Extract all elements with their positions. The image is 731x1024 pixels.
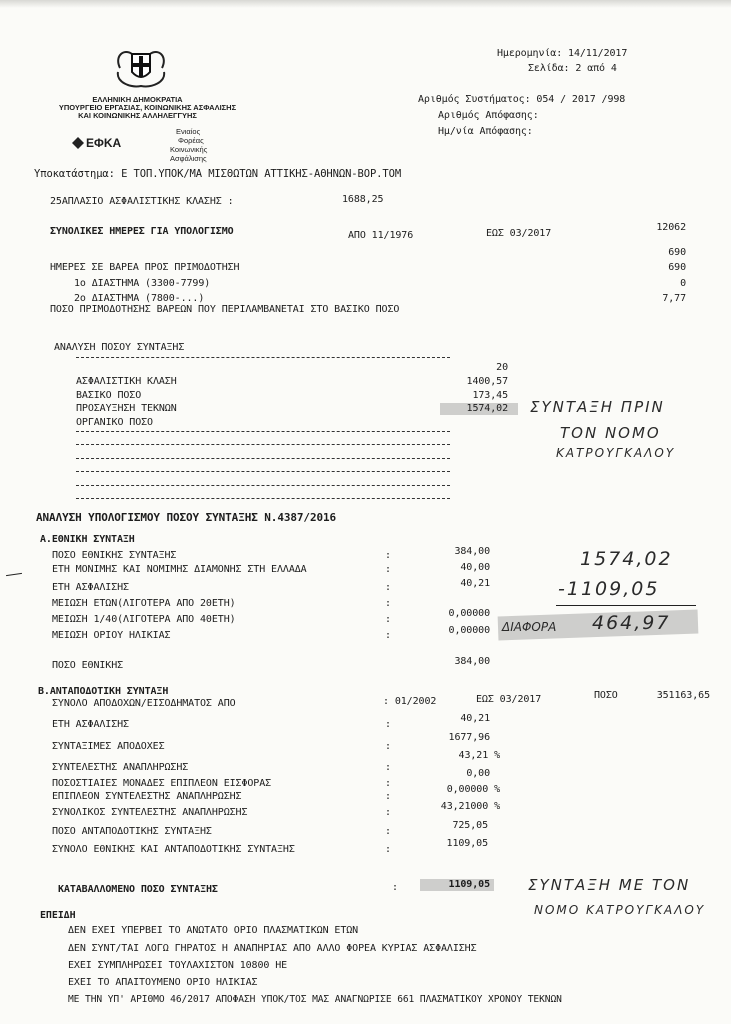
header-decision-number: Αριθμός Απόφασης: — [438, 110, 539, 121]
contrib-row-label: ΠΟΣΟΣΤΙΑΙΕΣ ΜΟΝΑΔΕΣ ΕΠΙΠΛΕΟΝ ΕΙΣΦΟΡΑΣ — [52, 778, 272, 789]
national-row-colon: : — [385, 582, 391, 593]
dash-mark — [6, 573, 22, 576]
contrib-row-colon: : — [385, 791, 391, 802]
handwritten-after-2: ΝΟΜΟ ΚΑΤΡΟΥΓΚΑΛΟΥ — [534, 903, 706, 917]
efka-sub-2: Φορέας — [178, 136, 204, 145]
calc-title: ΑΝΑΛΥΣΗ ΥΠΟΛΟΓΙΣΜΟΥ ΠΟΣΟΥ ΣΥΝΤΑΞΗΣ Ν.4387/2016 — [36, 511, 337, 524]
scan-edge — [0, 0, 731, 8]
analysis-row-label: ΠΡΟΣΑΥΞΗΣΗ ΤΕΚΝΩΝ — [76, 403, 177, 414]
handwritten-sum-1: 1574,02 — [580, 548, 673, 570]
total-days-from: ΑΠΟ 11/1976 — [348, 230, 414, 241]
national-row-value: 40,00 — [460, 562, 490, 573]
paid-colon: : — [392, 882, 398, 893]
heavy-row-value: 7,77 — [662, 293, 686, 304]
divider — [76, 498, 450, 499]
handwritten-before-2: ΤΟΝ ΝΟΜΟ — [560, 424, 661, 442]
header-system-number: Αριθμός Συστήματος: 054 / 2017 /998 — [418, 94, 626, 105]
org-line-2: ΥΠΟΥΡΓΕΙΟ ΕΡΓΑΣΙΑΣ, ΚΟΙΝΩΝΙΚΗΣ ΑΣΦΑΛΙΣΗΣ — [58, 103, 237, 112]
national-row-value: 40,21 — [460, 578, 490, 589]
contrib-row-value: 40,21 — [460, 713, 490, 724]
because-line: ΔΕΝ ΕΧΕΙ ΥΠΕΡΒΕΙ ΤΟ ΑΝΩΤΑΤΟ ΟΡΙΟ ΠΛΑΣΜΑΤΙΚΩΝ ΕΤΩΝ — [68, 925, 359, 936]
heavy-row-label: ΠΟΣΟ ΠΡΙΜΟΔΟΤΗΣΗΣ ΒΑΡΕΩΝ ΠΟΥ ΠΕΡΙΛΑΜΒΑΝΕΤΑΙ ΣΤΟ ΒΑΣΙΚΟ ΠΟΣΟ — [50, 304, 400, 315]
handwritten-sum-2: -1109,05 — [558, 578, 660, 600]
contrib-amount-value: 351163,65 — [656, 690, 710, 701]
national-row-label: ΜΕΙΩΣΗ 1/40(ΛΙΓΟΤΕΡΑ ΑΠΟ 40ΕΤΗ) — [52, 614, 236, 625]
contrib-row-colon: : — [385, 762, 391, 773]
contrib-row-label: ΕΤΗ ΑΣΦΑΛΙΣΗΣ — [52, 719, 129, 730]
contrib-period-from: : 01/2002 — [383, 696, 437, 707]
paid-value: 1109,05 — [420, 879, 494, 891]
because-line: ΕΧΕΙ ΤΟ ΑΠΑΙΤΟΥΜΕΝΟ ΟΡΙΟ ΗΛΙΚΙΑΣ — [68, 977, 258, 988]
national-total-label: ΠΟΣΟ ΕΘΝΙΚΗΣ — [52, 660, 124, 671]
contrib-row-value: 0,00 — [466, 768, 490, 779]
contrib-row-label: ΠΟΣΟ ΑΝΤΑΠΟΔΟΤΙΚΗΣ ΣΥΝΤΑΞΗΣ — [52, 826, 212, 837]
contrib-amount-label: ΠΟΣΟ — [594, 690, 618, 701]
national-row-colon: : — [385, 564, 391, 575]
efka-mark-icon — [72, 137, 84, 149]
national-row-colon: : — [385, 614, 391, 625]
because-title: ΕΠΕΙΔΗ — [40, 910, 76, 921]
national-row-label: ΠΟΣΟ ΕΘΝΙΚΗΣ ΣΥΝΤΑΞΗΣ — [52, 550, 177, 561]
paid-label: ΚΑΤΑΒΑΛΛΟΜΕΝΟ ΠΟΣΟ ΣΥΝΤΑΞΗΣ — [58, 884, 218, 895]
divider — [76, 458, 450, 459]
contrib-title: Β.ΑΝΤΑΠΟΔΟΤΙΚΗ ΣΥΝΤΑΞΗ — [38, 686, 169, 697]
handwritten-before-1: ΣΥΝΤΑΞΗ ΠΡΙΝ — [530, 398, 665, 416]
analysis-row-label: ΟΡΓΑΝΙΚΟ ΠΟΣΟ — [76, 417, 153, 428]
national-total-value: 384,00 — [454, 656, 490, 667]
heavy-row-label: ΗΜΕΡΕΣ ΣΕ ΒΑΡΕΑ ΠΡΟΣ ΠΡΙΜΟΔΟΤΗΣΗ — [50, 262, 240, 273]
contrib-row-colon: : — [385, 844, 391, 855]
contrib-row-label: ΣΥΝΤΑΞΙΜΕΣ ΑΠΟΔΟΧΕΣ — [52, 741, 165, 752]
contrib-period-to: ΕΩΣ 03/2017 — [476, 694, 542, 705]
because-line: ΜΕ ΤΗΝ ΥΠ' ΑΡΙΘΜΟ 46/2017 ΑΠΟΦΑΣΗ ΥΠΟΚ/ΤΟΣ ΜΑΣ ΑΝΑΓΝΩΡΙΣΕ 661 ΠΛΑΣΜΑΤΙΚΟΥ ΧΡΟΝΟΥ ΤΕΚΝΩΝ — [68, 994, 562, 1005]
national-row-label: ΜΕΙΩΣΗ ΕΤΩΝ(ΛΙΓΟΤΕΡΑ ΑΠΟ 20ΕΤΗ) — [52, 598, 236, 609]
heavy-row-value: 690 — [668, 262, 686, 273]
total-days-label: ΣΥΝΟΛΙΚΕΣ ΗΜΕΡΕΣ ΓΙΑ ΥΠΟΛΟΓΙΣΜΟ — [50, 226, 234, 237]
national-row-colon: : — [385, 550, 391, 561]
total-days-value: 12062 — [656, 222, 686, 233]
national-row-colon: : — [385, 630, 391, 641]
handwritten-diff-label: ΔΙΑΦΟΡΑ — [502, 620, 557, 634]
contrib-period-label: ΣΥΝΟΛΟ ΑΠΟΔΟΧΩΝ/ΕΙΣΟΔΗΜΑΤΟΣ ΑΠΟ — [52, 698, 236, 709]
contrib-row-value: 43,21 % — [458, 750, 500, 761]
national-row-value: 384,00 — [454, 546, 490, 557]
contrib-row-value: 725,05 — [452, 820, 488, 831]
analysis-top-value: 20 — [496, 362, 508, 373]
contrib-row-label: ΣΥΝΟΛΟ ΕΘΝΙΚΗΣ ΚΑΙ ΑΝΤΑΠΟΔΟΤΙΚΗΣ ΣΥΝΤΑΞΗΣ — [52, 844, 295, 855]
analysis-row-value: 1574,02 — [440, 403, 518, 415]
contrib-row-colon: : — [385, 826, 391, 837]
class25-value: 1688,25 — [342, 194, 384, 205]
national-row-colon: : — [385, 598, 391, 609]
divider — [76, 485, 450, 486]
coat-of-arms-icon — [112, 46, 170, 90]
contrib-row-value: 0,00000 % — [446, 784, 500, 795]
sum-underline — [556, 605, 696, 606]
national-row-value: 0,00000 — [448, 608, 490, 619]
branch-line: Υποκατάστημα: Ε ΤΟΠ.ΥΠΟΚ/ΜΑ ΜΙΣΘΩΤΩΝ ΑΤΤΙΚΗΣ-ΑΘΗΝΩΝ-ΒΟΡ.ΤΟΜ — [34, 168, 402, 180]
efka-sub-3: Κοινωνικής — [170, 145, 208, 154]
contrib-row-label: ΣΥΝΤΕΛΕΣΤΗΣ ΑΝΑΠΛΗΡΩΣΗΣ — [52, 762, 189, 773]
contrib-row-colon: : — [385, 741, 391, 752]
efka-logo — [72, 134, 152, 154]
contrib-row-label: ΕΠΙΠΛΕΟΝ ΣΥΝΤΕΛΕΣΤΗΣ ΑΝΑΠΛΗΡΩΣΗΣ — [52, 791, 242, 802]
because-line: ΔΕΝ ΣΥΝΤ/ΤΑΙ ΛΟΓΩ ΓΗΡΑΤΟΣ Η ΑΝΑΠΗΡΙΑΣ ΑΠΟ ΑΛΛΟ ΦΟΡΕΑ ΚΥΡΙΑΣ ΑΣΦΑΛΙΣΗΣ — [68, 943, 477, 954]
contrib-row-value: 1677,96 — [448, 732, 490, 743]
contrib-row-colon: : — [385, 807, 391, 818]
national-title: Α.ΕΘΝΙΚΗ ΣΥΝΤΑΞΗ — [40, 534, 135, 545]
analysis-row-label: ΒΑΣΙΚΟ ΠΟΣΟ — [76, 390, 142, 401]
divider — [76, 431, 450, 432]
header-date: Ημερομηνία: 14/11/2017 — [497, 48, 628, 59]
contrib-row-colon: : — [385, 719, 391, 730]
divider — [76, 471, 450, 472]
handwritten-before-3: ΚΑΤΡΟΥΓΚΑΛΟΥ — [556, 446, 676, 460]
contrib-row-label: ΣΥΝΟΛΙΚΟΣ ΣΥΝΤΕΛΕΣΤΗΣ ΑΝΑΠΛΗΡΩΣΗΣ — [52, 807, 248, 818]
divider — [76, 444, 450, 445]
efka-wordmark: ΕΦΚΑ — [86, 136, 122, 150]
national-row-label: ΕΤΗ ΜΟΝΙΜΗΣ ΚΑΙ ΝΟΜΙΜΗΣ ΔΙΑΜΟΝΗΣ ΣΤΗ ΕΛΛΑΔΑ — [52, 564, 307, 575]
analysis-row-value: 1400,57 — [466, 376, 508, 387]
national-row-value: 0,00000 — [448, 625, 490, 636]
header-page: Σελίδα: 2 από 4 — [528, 63, 617, 74]
header-decision-date: Ημ/νία Απόφασης: — [438, 126, 533, 137]
heavy-row-value: 0 — [680, 278, 686, 289]
efka-sub-1: Ενιαίος — [176, 127, 201, 136]
analysis-row-label: ΑΣΦΑΛΙΣΤΙΚΗ ΚΛΑΣΗ — [76, 376, 177, 387]
heavy-row-label: 2ο ΔΙΑΣΤΗΜΑ (7800-...) — [74, 293, 205, 304]
heavy-value-top: 690 — [668, 247, 686, 258]
handwritten-diff-value: 464,97 — [592, 612, 671, 634]
contrib-row-value: 1109,05 — [446, 838, 488, 849]
analysis-title: ΑΝΑΛΥΣΗ ΠΟΣΟΥ ΣΥΝΤΑΞΗΣ — [54, 342, 185, 353]
class25-label: 25ΑΠΛΑΣΙΟ ΑΣΦΑΛΙΣΤΙΚΗΣ ΚΛΑΣΗΣ : — [50, 196, 234, 207]
total-days-to: ΕΩΣ 03/2017 — [486, 228, 552, 239]
heavy-row-label: 1ο ΔΙΑΣΤΗΜΑ (3300-7799) — [74, 278, 211, 289]
contrib-row-colon: : — [385, 778, 391, 789]
org-line-3: ΚΑΙ ΚΟΙΝΩΝΙΚΗΣ ΑΛΛΗΛΕΓΓΥΗΣ — [78, 111, 197, 120]
national-row-label: ΜΕΙΩΣΗ ΟΡΙΟΥ ΗΛΙΚΙΑΣ — [52, 630, 171, 641]
because-line: ΕΧΕΙ ΣΥΜΠΛΗΡΩΣΕΙ ΤΟΥΛΑΧΙΣΤΟΝ 10800 ΗΕ — [68, 960, 288, 971]
national-row-label: ΕΤΗ ΑΣΦΑΛΙΣΗΣ — [52, 582, 129, 593]
handwritten-after-1: ΣΥΝΤΑΞΗ ΜΕ ΤΟΝ — [528, 876, 691, 894]
efka-sub-4: Ασφάλισης — [170, 154, 207, 163]
org-line-1: ΕΛΛΗΝΙΚΗ ΔΗΜΟΚΡΑΤΙΑ — [92, 95, 183, 104]
contrib-row-value: 43,21000 % — [440, 801, 500, 812]
analysis-row-value: 173,45 — [472, 390, 508, 401]
divider — [76, 357, 450, 358]
